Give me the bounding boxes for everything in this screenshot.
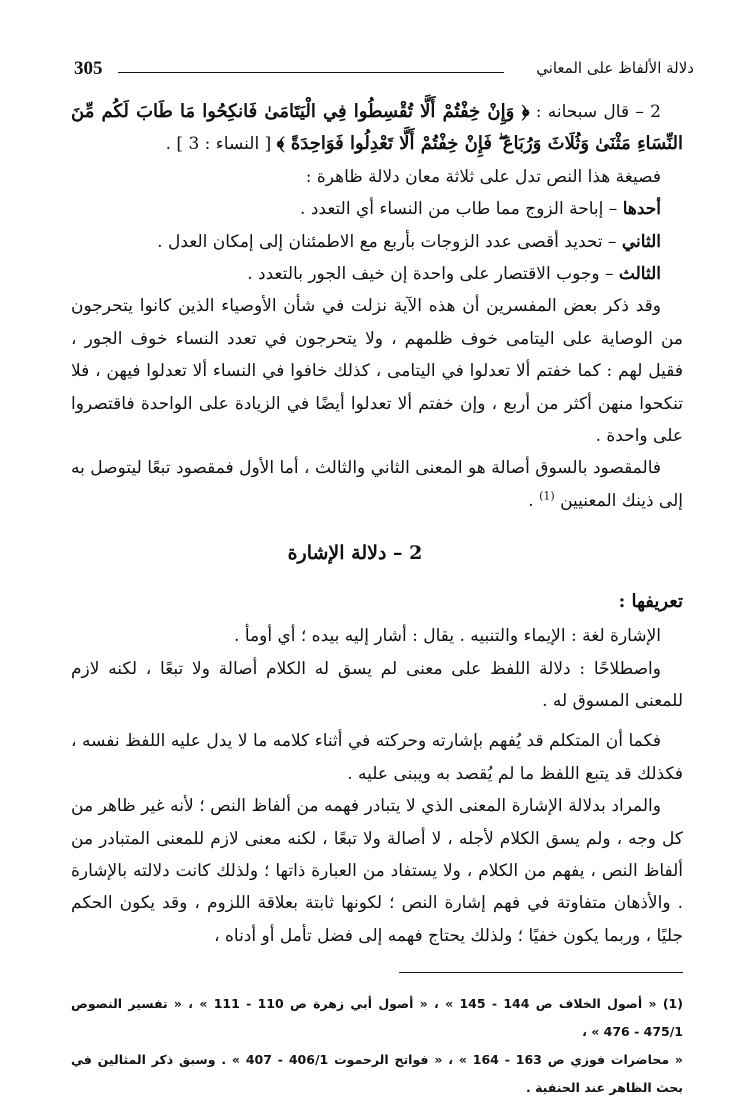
page-body <box>71 96 683 952</box>
paragraph: واصطلاحًا : دلالة اللفظ على معنى لم يسق له الكلام أصالة ولا تبعًا ، لكنه لازم للمعنى المسوق له . <box>71 658 683 711</box>
meaning-item <box>71 193 683 225</box>
quran-verse: ﴿ وَإِنْ خِفْتُمْ أَلَّا تُقْسِطُوا فِي الْيَتَامَىٰ فَانكِحُوا مَا طَابَ لَكُم مِّنَ النِّسَاءِ مَثْنَىٰ وَثُلَاثَ وَرُبَاعَ ۖ فَإِنْ خِفْتُمْ أَلَّا تَعْدِلُوا فَوَاحِدَةً ﴾ <box>71 101 683 155</box>
paragraph: وقد ذكر بعض المفسرين أن هذه الآية نزلت في شأن الأوصياء الذين كانوا يتحرجون من الوصاية على اليتامى خوف ظلمهم ، ولا يتحرجون في تعدد النساء خوف الجور ، فقيل لهم : كما خفتم ألا تعدلوا في اليتامى ، كذلك خافوا في النساء ألا تعدلوا فيهن ، فلا تنكحوا منهن أكثر من أربع ، وإن خفتم ألا تعدلوا أيضًا في الزيادة على الواحدة فاقتصروا على واحدة . <box>71 296 683 447</box>
page-header <box>74 56 694 88</box>
footnote-marker: (1) <box>539 489 555 503</box>
footnote-line: « محاضرات فوزي ص 163 - 164 » ، « فواتح الرحموت 406/1 - 407 » . وسبق ذكر المثالين في بحث الظاهر عند الحنفية . <box>71 1052 683 1095</box>
paragraph: فكما أن المتكلم قد يُفهم بإشارته وحركته في أثناء كلامه ما لا يدل عليه اللفظ نفسه ، فكذلك قد يتبع اللفظ ما لم يُقصد به ويبنى عليه . <box>71 731 683 784</box>
meaning-text: – وجوب الاقتصار على واحدة إن خيف الجور بالتعدد . <box>247 264 619 285</box>
meaning-label: الثاني <box>621 231 661 252</box>
running-title: دلالة الألفاظ على المعاني <box>536 59 694 77</box>
paragraph-end: . <box>528 490 540 511</box>
paragraph <box>71 452 683 517</box>
paragraph-lead: 2 – قال سبحانه : <box>529 102 661 122</box>
meaning-label: الثالث <box>618 264 661 285</box>
section-heading: 2 – دلالة الإشارة <box>287 542 423 565</box>
page-number: 305 <box>74 58 103 79</box>
footnote-rule <box>399 972 683 973</box>
definition-heading: تعريفها : <box>618 590 683 612</box>
footnotes <box>71 990 683 1102</box>
verse-reference: [ النساء : 3 ] . <box>165 134 277 155</box>
meaning-label: أحدها <box>622 199 661 220</box>
paragraph: والمراد بدلالة الإشارة المعنى الذي لا يتبادر فهمه من ألفاظ النص ؛ لأنه غير ظاهر من كل وجه ، ولم يسق الكلام لأجله ، لا أصالة ولا تبعًا ، لكنه معنى لازم للمعنى المتبادر من ألفاظ النص ، يفهم من الكلام ، ولا يستفاد من العبارة ذاتها ؛ ولذلك كانت دلالته بالإشارة . والأذهان متفاوتة في فهم إشارة النص ؛ لكونها ثابتة بعلاقة اللزوم ، وقد يكون الحكم جليًا ، وربما يكون خفيًا ؛ ولذلك يحتاج فهمه إلى فضل تأمل أو أدناه ، <box>71 796 683 946</box>
quran-paragraph <box>71 96 683 161</box>
meaning-text: – إباحة الزوج مما طاب من النساء أي التعدد . <box>300 199 623 220</box>
meaning-item <box>71 226 683 258</box>
paragraph-text: فالمقصود بالسوق أصالة هو المعنى الثاني والثالث ، أما الأول فمقصود تبعًا ليتوصل به إلى ذينك المعنيين <box>71 458 683 511</box>
paragraph: الإشارة لغة : الإيماء والتنبيه . يقال : أشار إليه بيده ؛ أي أومأ . <box>234 626 661 647</box>
meaning-text: – تحديد أقصى عدد الزوجات بأربع مع الاطمئنان إلى إمكان العدل . <box>157 231 622 252</box>
paragraph: فصيغة هذا النص تدل على ثلاثة معان دلالة ظاهرة : <box>305 166 661 187</box>
paragraph-spacer <box>71 717 683 725</box>
header-rule <box>118 72 504 73</box>
footnote-line: (1) « أصول الخلاف ص 144 - 145 » ، « أصول أبي زهرة ص 110 - 111 » ، « تفسير النصوص 475/1 - 476 » ، <box>71 996 683 1039</box>
meaning-item <box>71 258 683 290</box>
